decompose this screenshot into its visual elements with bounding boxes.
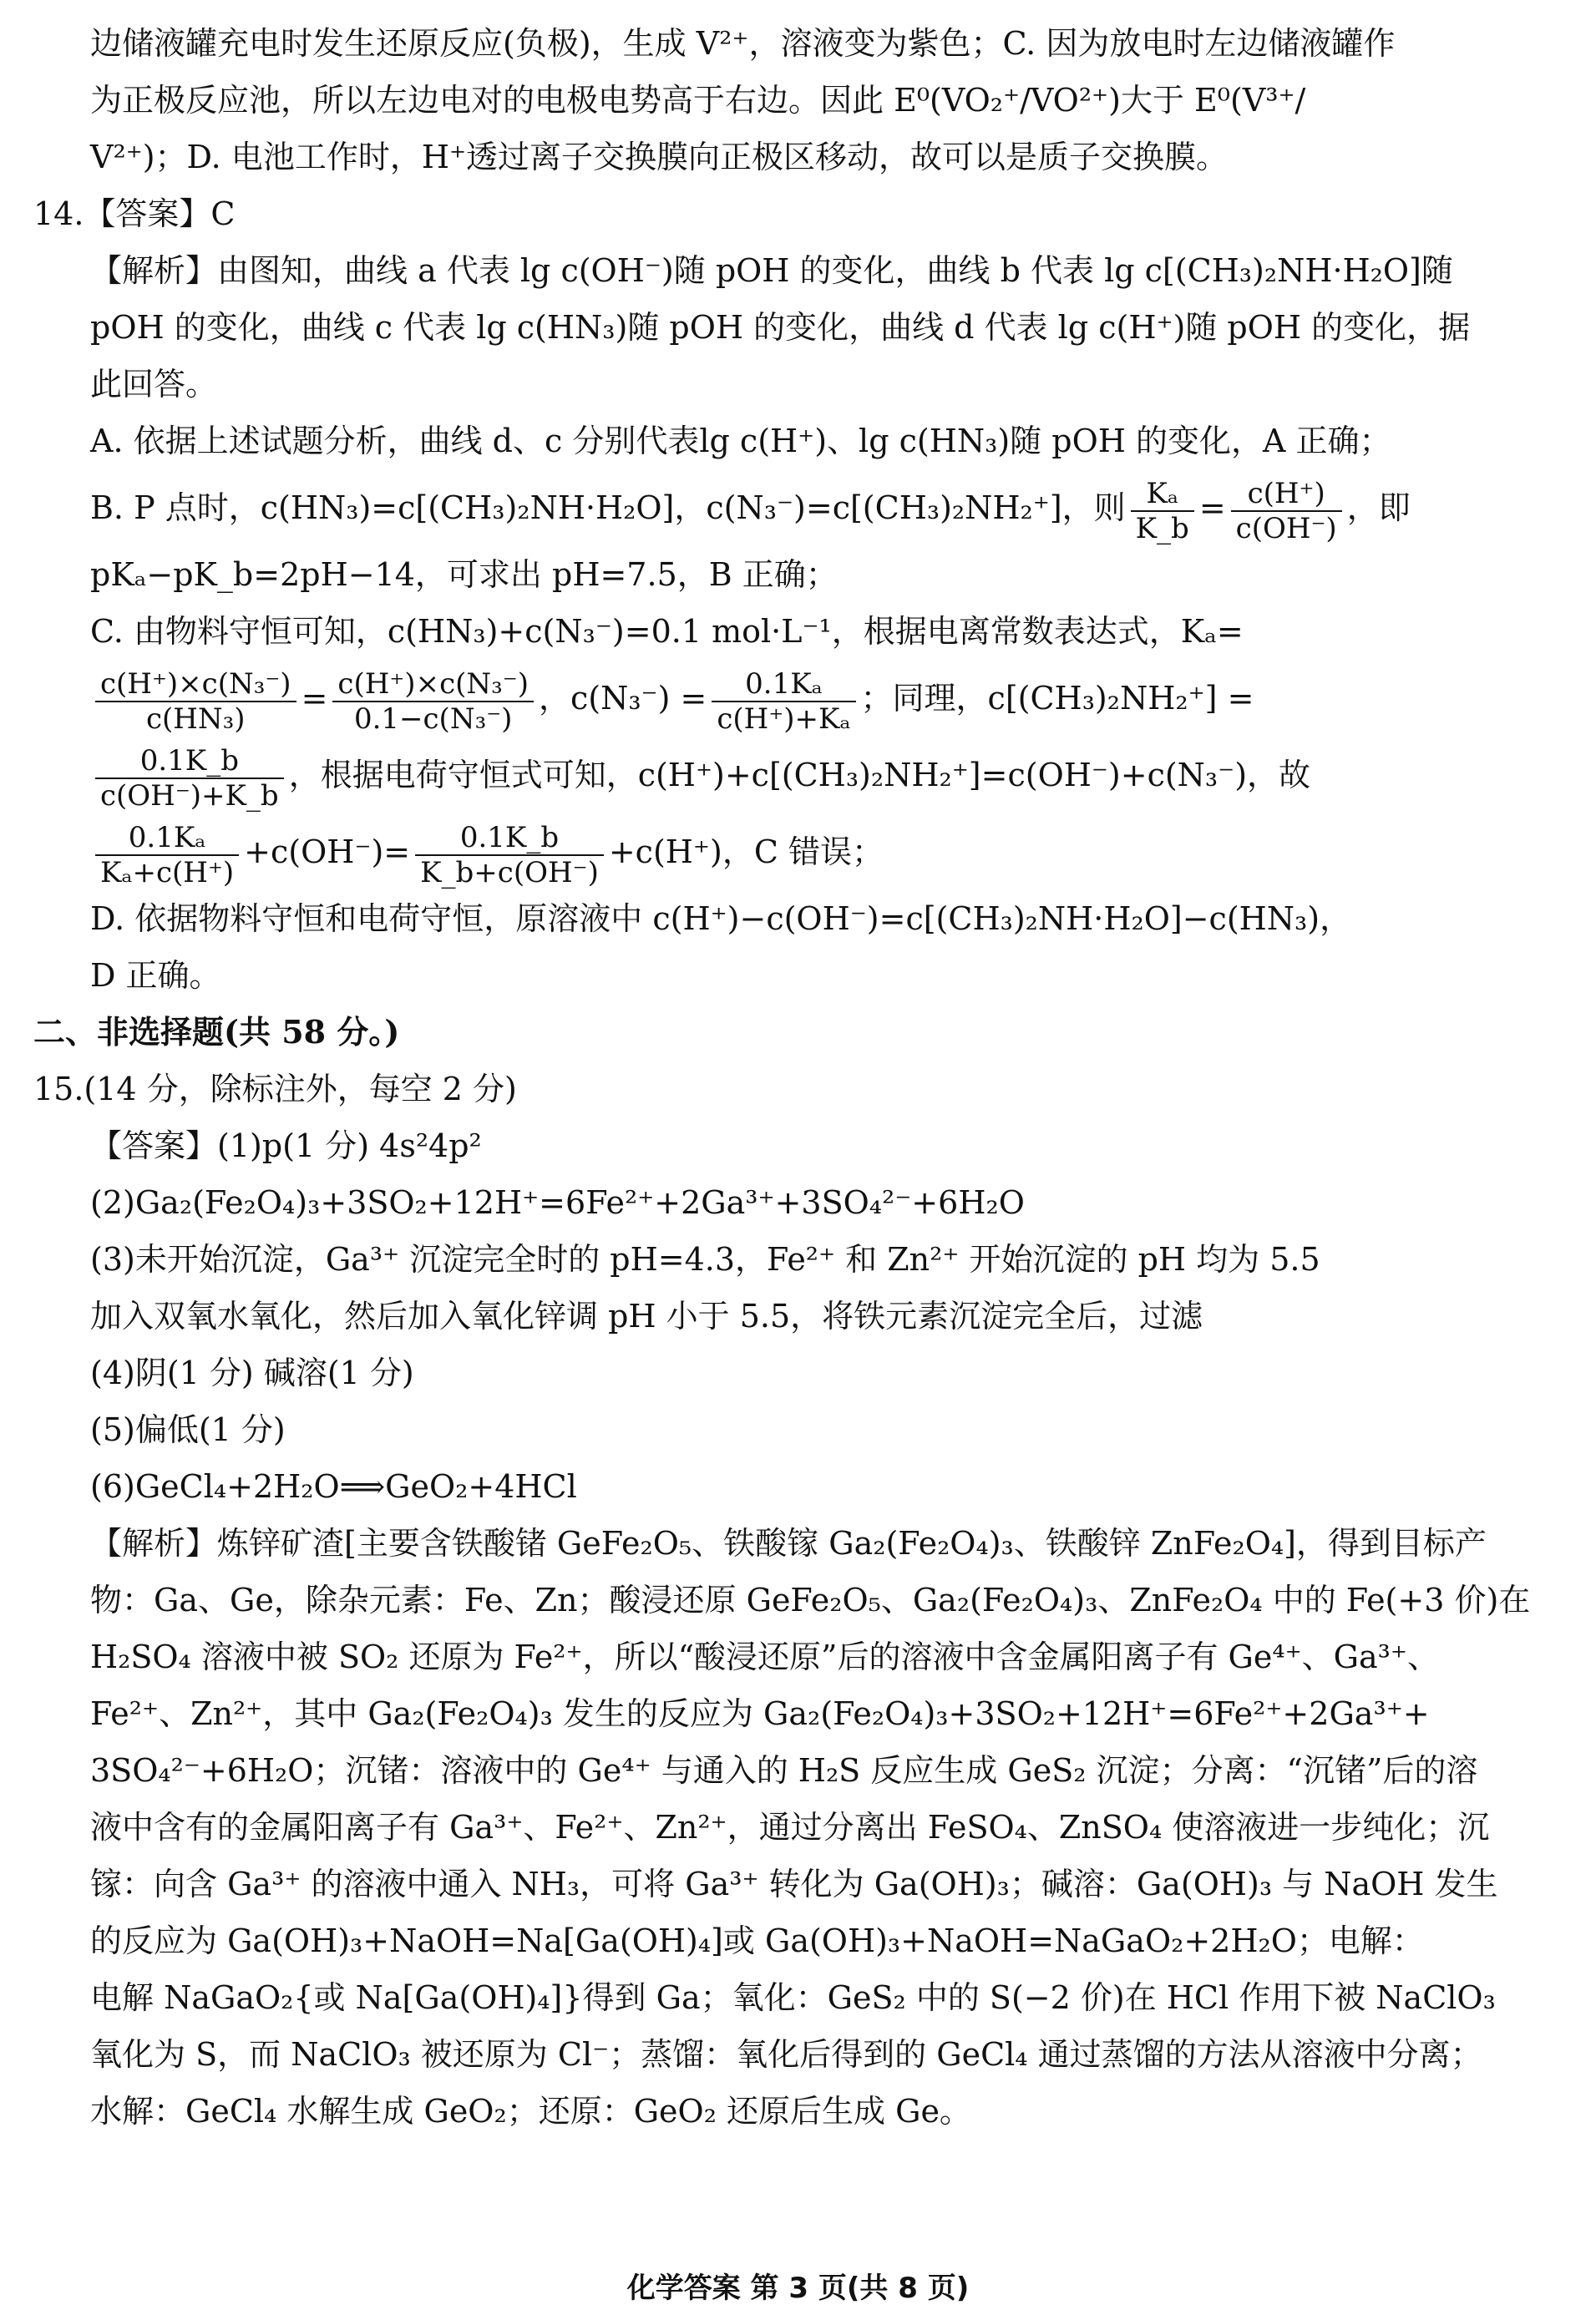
- text-line: 14.【答案】C: [33, 195, 236, 232]
- text-block-top: [33, 15, 1546, 469]
- fraction-kb-2: $\frac{0.1K\_b}{K\_b+c(OH^-)}$: [415, 821, 604, 889]
- line-b-text: B. P 点时，c(HN₃)=c[(CH₃)₂NH·H₂O]，c(N₃⁻)=c[(CH₃)₂NH₂⁺]，则: [90, 489, 1126, 526]
- text-line: D. 依据物料守恒和电荷守恒，原溶液中 c(H⁺)−c(OH⁻)=c[(CH₃)₂NH·H₂O]−c(HN₃)，: [90, 900, 1352, 937]
- fraction-ka-kb: $\frac{\text{Kₐ}}{K\_b}$: [1131, 477, 1194, 545]
- line-c4: $\frac{\text{0.1Kₐ}}{\text{Kₐ+c(H⁺)}}$ +c(OH⁻)= $\frac{0.1K\_b}{K\_b+c(OH^-)}$ +c(H⁺)，C 错误；: [33, 813, 1546, 890]
- text-line: 加入双氧水氧化，然后加入氧化锌调 pH 小于 5.5，将铁元素沉淀完全后，过滤: [90, 1298, 1203, 1335]
- text-line: 镓：向含 Ga³⁺ 的溶液中通入 NH₃，可将 Ga³⁺ 转化为 Ga(OH)₃；碱溶：Ga(OH)₃ 与 NaOH 发生: [90, 1866, 1498, 1902]
- text-line: (5)偏低(1 分): [90, 1411, 286, 1448]
- page-footer: 化学答案 第 3 页(共 8 页): [626, 2272, 970, 2305]
- line-b: B. P 点时，c(HN₃)=c[(CH₃)₂NH·H₂O]，c(N₃⁻)=c[(CH₃)₂NH₂⁺]，则 $\frac{\text{Kₐ}}{K\_b}$ = $\frac{c(H^+)}{c(OH^-)}$ ，即: [90, 476, 1411, 545]
- text-line: 【解析】炼锌矿渣[主要含铁酸锗 GeFe₂O₅、铁酸镓 Ga₂(Fe₂O₄)₃、铁酸锌 ZnFe₂O₄]，得到目标产: [90, 1525, 1487, 1562]
- line-b2: pKₐ−pK_b=2pH−14，可求出 pH=7.5，B 正确；: [90, 556, 838, 593]
- fraction-ka-def: $\frac{\text{c(H⁺)×c(N₃⁻)}}{\text{c(HN₃)}}$: [95, 667, 296, 736]
- text-line: 边储液罐充电时发生还原反应(负极)，生成 V²⁺，溶液变为紫色；C. 因为放电时左边储液罐作: [90, 25, 1396, 62]
- line-c1: C. 由物料守恒可知，c(HN₃)+c(N₃⁻)=0.1 mol·L⁻¹，根据电离常数表达式，Kₐ=: [90, 613, 1244, 650]
- text-line: 【答案】(1)p(1 分) 4s²4p²: [90, 1127, 482, 1164]
- text-line: 3SO₄²⁻+6H₂O；沉锗：溶液中的 Ge⁴⁺ 与通入的 H₂S 反应生成 GeS₂ 沉淀；分离：“沉锗”后的溶: [90, 1752, 1478, 1789]
- text-line: 物：Ga、Ge，除杂元素：Fe、Zn；酸浸还原 GeFe₂O₅、Ga₂(Fe₂O₄)₃、ZnFe₂O₄ 中的 Fe(+3 价)在: [90, 1582, 1531, 1618]
- text-line: 电解 NaGaO₂{或 Na[Ga(OH)₄]}得到 Ga；氧化：GeS₂ 中的 S(−2 价)在 HCl 作用下被 NaClO₃: [90, 1979, 1496, 2016]
- text-line: 水解：GeCl₄ 水解生成 GeO₂；还原：GeO₂ 还原后生成 Ge。: [90, 2093, 971, 2130]
- text-line: 【解析】由图知，曲线 a 代表 lg c(OH⁻)随 pOH 的变化，曲线 b 代表 lg c[(CH₃)₂NH·H₂O]随: [90, 252, 1453, 289]
- line-c2: $\frac{\text{c(H⁺)×c(N₃⁻)}}{\text{c(HN₃)}}$ = $\frac{\text{c(H⁺)×c(N₃⁻)}}{\text{0.1−c(N₃⁻)}}$ ，c(N₃⁻) = $\frac{\text{0.1Kₐ}}{\text{c(H⁺)+Kₐ}}$ ；同理，c[(CH₃)₂NH₂⁺] =: [33, 660, 1546, 737]
- fraction-kb: $\frac{0.1K\_b}{c(OH^-)+K\_b}$: [95, 744, 284, 813]
- text-line: 的反应为 Ga(OH)₃+NaOH=Na[Ga(OH)₄]或 Ga(OH)₃+NaOH=NaGaO₂+2H₂O；电解：: [90, 1922, 1424, 1959]
- fraction-ka-2: $\frac{\text{0.1Kₐ}}{\text{Kₐ+c(H⁺)}}$: [95, 821, 239, 889]
- text-line: 氧化为 S，而 NaClO₃ 被还原为 Cl⁻；蒸馏：氧化后得到的 GeCl₄ 通过蒸馏的方法从溶液中分离；: [90, 2036, 1482, 2073]
- text-line: 此回答。: [90, 366, 218, 403]
- fraction-ka-sub: $\frac{\text{c(H⁺)×c(N₃⁻)}}{\text{0.1−c(N₃⁻)}}$: [332, 667, 534, 736]
- text-block-bottom: [33, 890, 1546, 2140]
- text-line: (2)Ga₂(Fe₂O₄)₃+3SO₂+12H⁺=6Fe²⁺+2Ga³⁺+3SO₄²⁻+6H₂O: [90, 1184, 1025, 1221]
- text-line: (3)未开始沉淀，Ga³⁺ 沉淀完全时的 pH=4.3，Fe²⁺ 和 Zn²⁺ 开始沉淀的 pH 均为 5.5: [90, 1241, 1320, 1278]
- text-line: 15.(14 分，除标注外，每空 2 分): [33, 1071, 517, 1107]
- text-line: pOH 的变化，曲线 c 代表 lg c(HN₃)随 pOH 的变化，曲线 d 代表 lg c(H⁺)随 pOH 的变化，据: [90, 309, 1471, 346]
- text-line: (4)阴(1 分) 碱溶(1 分): [90, 1355, 414, 1391]
- text-line: Fe²⁺、Zn²⁺，其中 Ga₂(Fe₂O₄)₃ 发生的反应为 Ga₂(Fe₂O₄)₃+3SO₂+12H⁺=6Fe²⁺+2Ga³⁺+: [90, 1695, 1430, 1732]
- text-line: (6)GeCl₄+2H₂O⟹GeO₂+4HCl: [90, 1468, 577, 1505]
- text-line: D 正确。: [90, 957, 221, 994]
- text-line: A. 依据上述试题分析，曲线 d、c 分别代表lg c(H⁺)、lg c(HN₃)随 pOH 的变化，A 正确；: [90, 423, 1391, 459]
- fraction-n3: $\frac{\text{0.1Kₐ}}{\text{c(H⁺)+Kₐ}}$: [712, 667, 855, 736]
- line-c3: $\frac{0.1K\_b}{c(OH^-)+K\_b}$ ，根据电荷守恒式可知，c(H⁺)+c[(CH₃)₂NH₂⁺]=c(OH⁻)+c(N₃⁻)，故: [33, 737, 1546, 813]
- text-line: 为正极反应池，所以左边电对的电极电势高于右边。因此 E⁰(VO₂⁺/VO²⁺)大于 E⁰(V³⁺/: [90, 82, 1306, 119]
- text-line: 二、非选择题(共 58 分。): [33, 1013, 400, 1051]
- text-line: V²⁺)；D. 电池工作时，H⁺透过离子交换膜向正极区移动，故可以是质子交换膜。: [90, 139, 1229, 175]
- text-line: 液中含有的金属阳离子有 Ga³⁺、Fe²⁺、Zn²⁺，通过分离出 FeSO₄、ZnSO₄ 使溶液进一步纯化；沉: [90, 1809, 1490, 1846]
- fraction-h-oh: $\frac{c(H^+)}{c(OH^-)}$: [1231, 477, 1342, 545]
- text-line: H₂SO₄ 溶液中被 SO₂ 还原为 Fe²⁺，所以“酸浸还原”后的溶液中含金属阳离子有 Ge⁴⁺、Ga³⁺、: [90, 1639, 1439, 1675]
